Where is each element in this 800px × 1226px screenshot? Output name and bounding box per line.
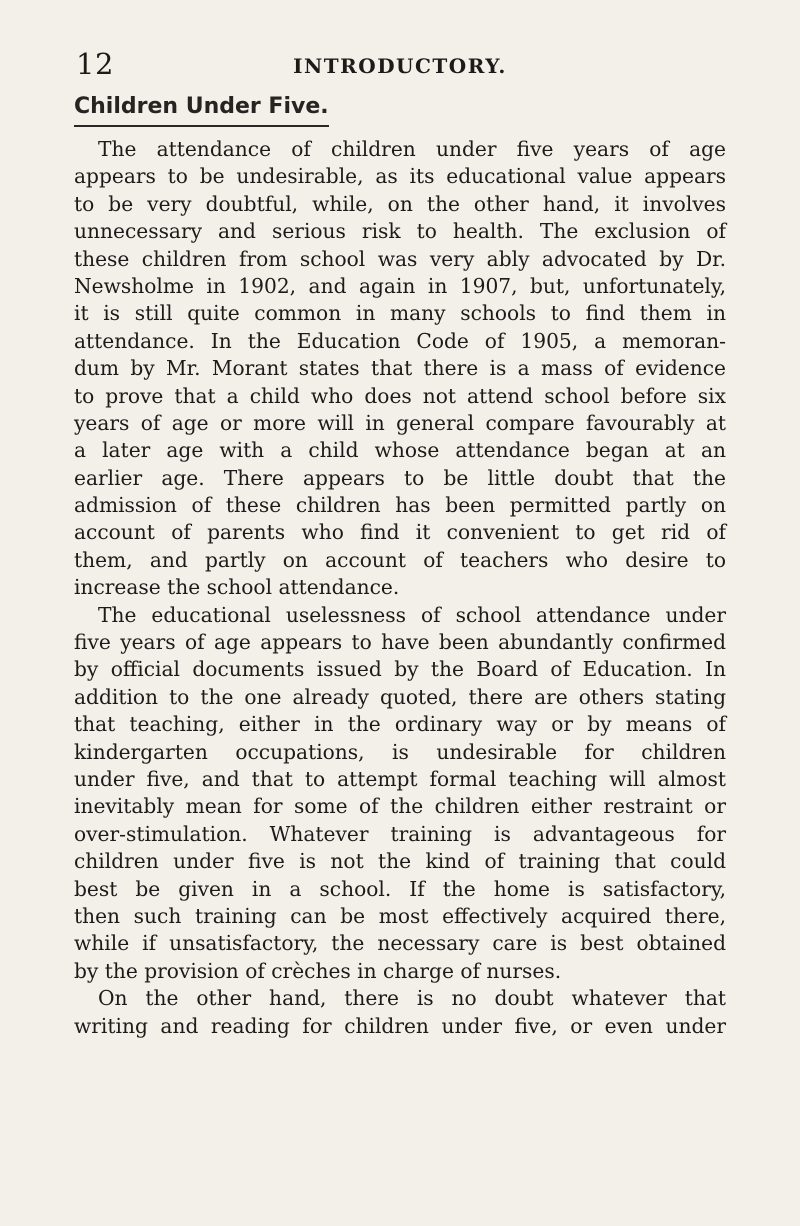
text-line: writing and reading for children under five, or even under — [74, 1013, 726, 1038]
text-line: a later age with a child whose attendance began at an — [74, 438, 726, 463]
text-line: account of parents who find it convenient to get rid of — [74, 520, 726, 545]
text-line: five years of age appears to have been abundantly confirmed — [74, 630, 726, 655]
running-title: INTRODUCTORY. — [293, 54, 507, 78]
text-line: them, and partly on account of teachers who desire to — [74, 547, 726, 572]
page-number: 12 — [76, 47, 114, 81]
text-line: while if unsatisfactory, the necessary care is best obtained — [74, 931, 726, 956]
text-line: addition to the one already quoted, there are others stating — [74, 684, 726, 709]
text-line: increase the school attendance. — [74, 575, 400, 600]
text-line: then such training can be most effectively acquired there, — [74, 903, 726, 928]
text-line: kindergarten occupations, is undesirable for children — [74, 739, 726, 764]
text-line: The attendance of children under five years of age — [98, 137, 726, 161]
text-line: Newsholme in 1902, and again in 1907, but, unfortunately, — [74, 273, 726, 298]
text-line: by official documents issued by the Board of Education. In — [74, 657, 726, 682]
text-line: best be given in a school. If the home is satisfactory, — [74, 876, 726, 901]
section-heading: Children Under Five. — [74, 92, 329, 127]
text-line: On the other hand, there is no doubt whatever that — [98, 986, 726, 1011]
text-line: over-stimulation. Whatever training is advantageous for — [74, 821, 726, 846]
text-line: under five, and that to attempt formal teaching will almost — [74, 766, 726, 791]
text-line: inevitably mean for some of the children either restraint or — [74, 794, 726, 819]
text-line: these children from school was very ably advocated by Dr. — [74, 246, 726, 271]
text-line: appears to be undesirable, as its educational value appears — [74, 164, 726, 189]
text-line: attendance. In the Education Code of 1905, a memoran- — [74, 328, 726, 353]
text-line: children under five is not the kind of training that could — [74, 849, 726, 874]
text-line: earlier age. There appears to be little doubt that the — [74, 465, 726, 490]
text-line: dum by Mr. Morant states that there is a mass of evidence — [74, 356, 726, 381]
text-line: by the provision of crèches in charge of nurses. — [74, 958, 562, 983]
running-head — [76, 44, 724, 84]
text-line: to prove that a child who does not attend school before six — [74, 383, 726, 408]
body-text — [74, 136, 726, 1040]
text-line: to be very doubtful, while, on the other hand, it involves — [74, 191, 726, 216]
text-line: years of age or more will in general compare favourably at — [74, 410, 726, 435]
text-line: it is still quite common in many schools to find them in — [74, 301, 726, 326]
text-line: The educational uselessness of school attendance under — [98, 602, 726, 627]
text-line: unnecessary and serious risk to health. The exclusion of — [74, 219, 726, 244]
text-line: that teaching, either in the ordinary way or by means of — [74, 712, 726, 737]
text-line: admission of these children has been permitted partly on — [74, 493, 726, 518]
